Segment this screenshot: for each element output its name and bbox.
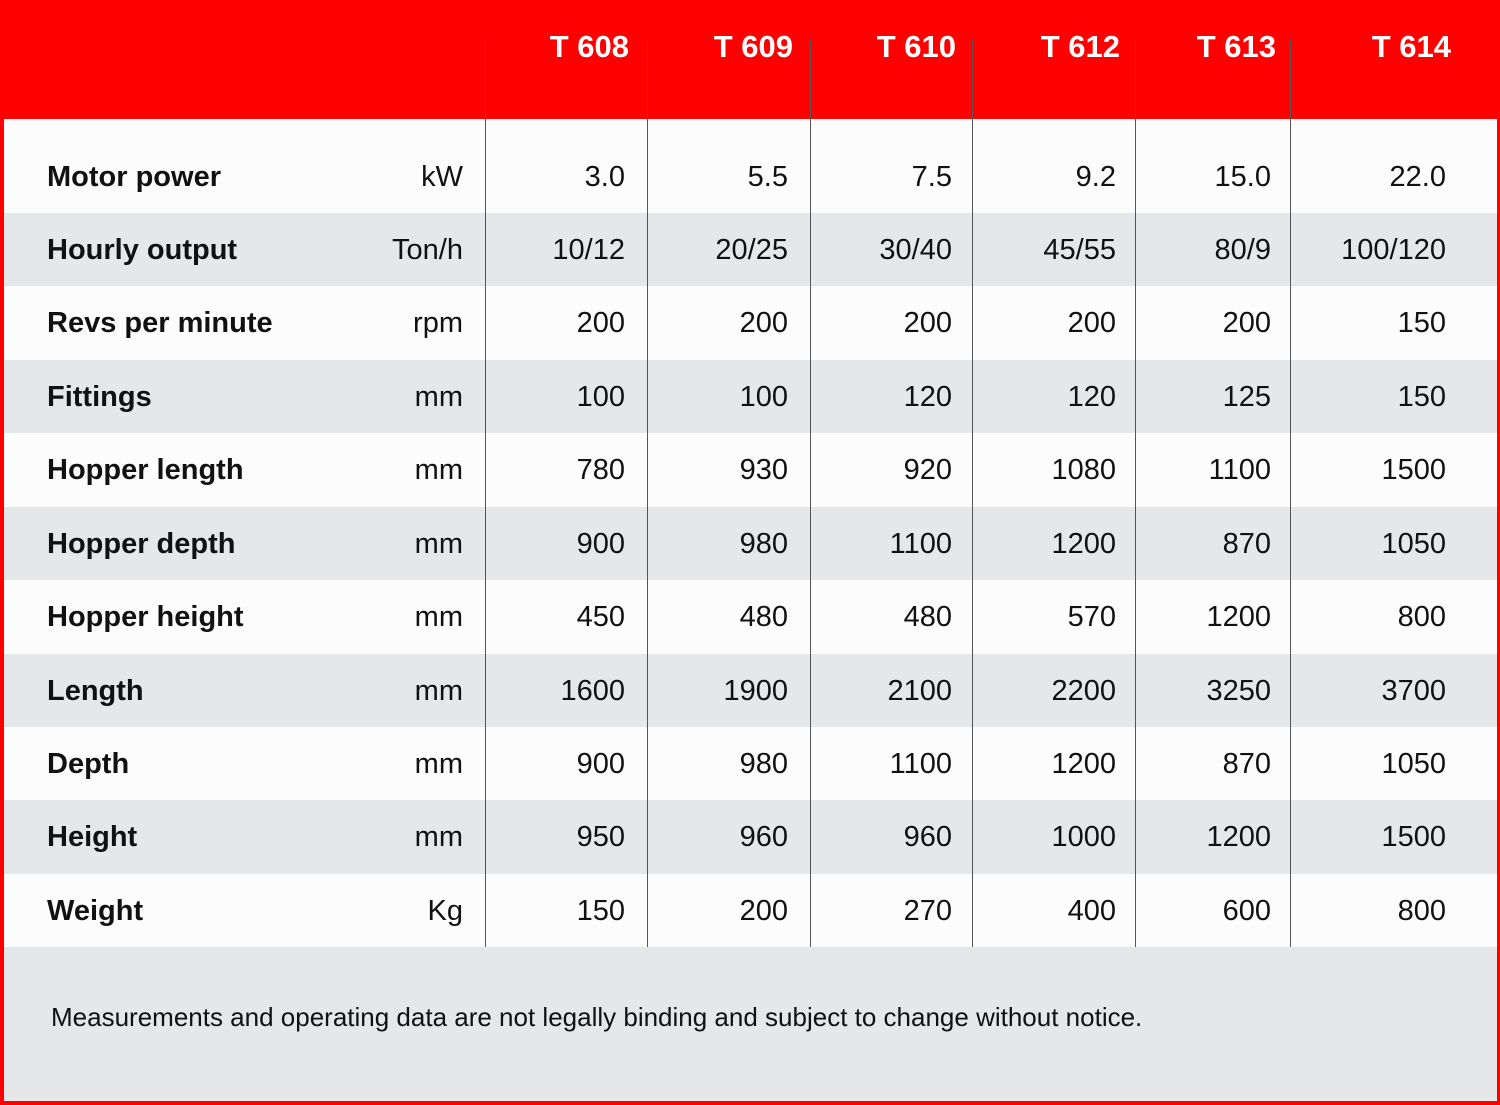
row-unit: Ton/h	[392, 234, 463, 266]
cell-value: 480	[739, 601, 788, 633]
table-header	[0, 0, 1500, 119]
row-unit: mm	[414, 528, 463, 560]
cell-value: 2200	[1051, 675, 1116, 707]
table-row	[4, 286, 1497, 360]
table-footer	[4, 947, 1497, 1101]
cell-value: 450	[576, 601, 625, 633]
cell-value: 3700	[1381, 675, 1446, 707]
cell-value: 125	[1222, 381, 1271, 413]
row-unit: mm	[414, 675, 463, 707]
table-row	[4, 433, 1497, 507]
cell-value: 1200	[1051, 528, 1116, 560]
row-unit: mm	[414, 748, 463, 780]
cell-value: 1000	[1051, 821, 1116, 853]
table-row	[4, 874, 1497, 948]
row-label: Revs per minute	[47, 307, 273, 339]
cell-value: 80/9	[1214, 234, 1271, 266]
table-row	[4, 140, 1497, 214]
cell-value: 120	[903, 381, 952, 413]
cell-value: 100/120	[1341, 234, 1446, 266]
row-label: Depth	[47, 748, 130, 780]
cell-value: 1100	[889, 748, 952, 780]
table-row	[4, 360, 1497, 434]
cell-value: 150	[576, 895, 625, 927]
cell-value: 200	[739, 307, 788, 339]
cell-value: 22.0	[1389, 161, 1446, 193]
row-label: Fittings	[47, 381, 152, 413]
cell-value: 1200	[1206, 601, 1271, 633]
row-unit: kW	[421, 161, 463, 193]
cell-value: 5.5	[747, 161, 788, 193]
row-label: Hopper length	[47, 454, 244, 486]
column-header-model: T 613	[1196, 29, 1276, 64]
cell-value: 780	[576, 454, 625, 486]
cell-value: 10/12	[552, 234, 625, 266]
cell-value: 960	[903, 821, 952, 853]
column-divider	[1290, 39, 1291, 947]
cell-value: 100	[739, 381, 788, 413]
cell-value: 1200	[1051, 748, 1116, 780]
column-divider	[485, 39, 486, 947]
table-row	[4, 800, 1497, 874]
cell-value: 3250	[1206, 675, 1271, 707]
cell-value: 870	[1222, 748, 1271, 780]
cell-value: 480	[903, 601, 952, 633]
cell-value: 900	[576, 528, 625, 560]
cell-value: 3.0	[584, 161, 625, 193]
row-label: Weight	[47, 895, 144, 927]
table-row	[4, 727, 1497, 801]
row-label: Motor power	[47, 161, 221, 193]
column-header-model: T 614	[1371, 29, 1451, 64]
cell-value: 1100	[889, 528, 952, 560]
column-divider	[647, 39, 648, 947]
column-header-model: T 609	[713, 29, 793, 64]
cell-value: 45/55	[1043, 234, 1116, 266]
cell-value: 1100	[1208, 454, 1271, 486]
cell-value: 930	[739, 454, 788, 486]
cell-value: 30/40	[879, 234, 952, 266]
column-header-model: T 612	[1040, 29, 1120, 64]
column-header-model: T 608	[549, 29, 629, 64]
cell-value: 200	[576, 307, 625, 339]
column-divider	[972, 39, 973, 947]
table-row	[4, 580, 1497, 654]
disclaimer-note: Measurements and operating data are not legally binding and subject to change without notice.	[51, 1002, 1143, 1032]
table-row	[4, 507, 1497, 581]
row-unit: mm	[414, 601, 463, 633]
cell-value: 570	[1067, 601, 1116, 633]
cell-value: 9.2	[1075, 161, 1116, 193]
column-divider	[810, 39, 811, 947]
cell-value: 1600	[560, 675, 625, 707]
cell-value: 1900	[723, 675, 788, 707]
cell-value: 400	[1067, 895, 1116, 927]
table-row	[4, 654, 1497, 728]
cell-value: 20/25	[715, 234, 788, 266]
cell-value: 600	[1222, 895, 1271, 927]
cell-value: 1500	[1381, 821, 1446, 853]
column-header-model: T 610	[876, 29, 956, 64]
cell-value: 1500	[1381, 454, 1446, 486]
cell-value: 15.0	[1214, 161, 1271, 193]
cell-value: 100	[576, 381, 625, 413]
cell-value: 950	[576, 821, 625, 853]
row-label: Hourly output	[47, 234, 238, 266]
row-unit: mm	[414, 381, 463, 413]
cell-value: 1050	[1381, 748, 1446, 780]
cell-value: 920	[903, 454, 952, 486]
cell-value: 200	[1067, 307, 1116, 339]
row-label: Height	[47, 821, 138, 853]
cell-value: 200	[1222, 307, 1271, 339]
cell-value: 120	[1067, 381, 1116, 413]
row-unit: Kg	[427, 895, 463, 927]
column-divider	[1135, 39, 1136, 947]
cell-value: 900	[576, 748, 625, 780]
cell-value: 960	[739, 821, 788, 853]
cell-value: 270	[903, 895, 952, 927]
cell-value: 870	[1222, 528, 1271, 560]
cell-value: 800	[1397, 601, 1446, 633]
cell-value: 980	[739, 748, 788, 780]
cell-value: 980	[739, 528, 788, 560]
cell-value: 7.5	[911, 161, 952, 193]
row-unit: mm	[414, 454, 463, 486]
row-unit: rpm	[413, 307, 463, 339]
cell-value: 150	[1397, 381, 1446, 413]
cell-value: 800	[1397, 895, 1446, 927]
cell-value: 200	[903, 307, 952, 339]
cell-value: 1200	[1206, 821, 1271, 853]
table-row	[4, 213, 1497, 287]
cell-value: 1080	[1051, 454, 1116, 486]
cell-value: 1050	[1381, 528, 1446, 560]
row-unit: mm	[414, 821, 463, 853]
cell-value: 200	[739, 895, 788, 927]
row-label: Hopper depth	[47, 528, 236, 560]
row-label: Hopper height	[47, 601, 244, 633]
row-label: Length	[47, 675, 144, 707]
cell-value: 2100	[887, 675, 952, 707]
cell-value: 150	[1397, 307, 1446, 339]
